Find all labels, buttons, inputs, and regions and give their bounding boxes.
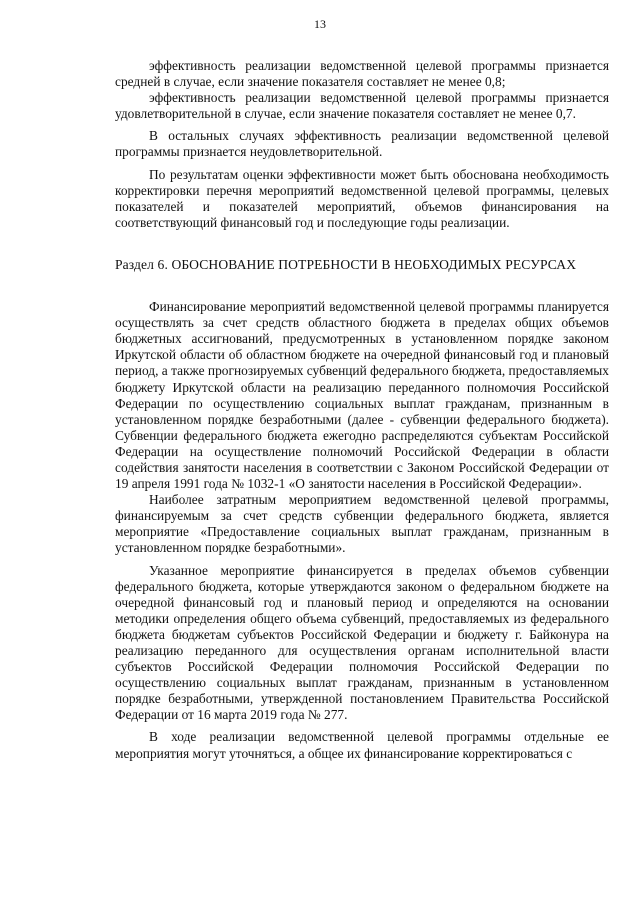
paragraph-costly-measure: Наиболее затратным мероприятием ведомственной целевой программы, финансируемым за счет средств субвенции федерального бюджета, является мероприятие «Предоставление социальных выплат гражданам, признанным в установленном порядке безработными». [115, 492, 609, 556]
paragraph-financing: Финансирование мероприятий ведомственной целевой программы планируется осуществлять за счет средств областного бюджета в пределах общих объемов бюджетных ассигнований, предусмотренных в установленном порядке законом Иркутской области об областном бюджете на очередной финансовый год и плановый период, а также прогнозируемых субвенций федерального бюджета, предоставляемых бюджету Иркутской области на реализацию переданного полномочия Российской Федерации по осуществлению социальных выплат гражданам, признанным в установленном порядке безработными (далее - субвенции федерального бюджета). Субвенции федерального бюджета ежегодно распределяются субъектам Российской Федерации на осуществление полномочий Российской Федерации в области содействия занятости населения в соответствии с Законом Российской Федерации от 19 апреля 1991 года № 1032-1 «О занятости населения в Российской Федерации». [115, 299, 609, 492]
paragraph-measure-financing: Указанное мероприятие финансируется в пределах объемов субвенции федерального бюджета, которые утверждаются законом о федеральном бюджете на очередной финансовый год и плановый период и определяются на основании методики определения общего объема субвенций, предоставляемых из федерального бюджета бюджетам субъектов Российской Федерации и бюджету г. Байконура на реализацию переданного для осуществления органам исполнительной власти субъектов Российской Федерации полномочия Российской Федерации по осуществлению социальных выплат гражданам, признанным в установленном порядке безработными, утвержденной постановлением Правительства Российской Федерации от 16 марта 2019 года № 277. [115, 562, 609, 723]
paragraph-efficiency-satisfactory: эффективность реализации ведомственной целевой программы признается удовлетворительной в случае, если значение показателя составляет не менее 0,7. [115, 90, 609, 122]
section-heading: Раздел 6. ОБОСНОВАНИЕ ПОТРЕБНОСТИ В НЕОБХОДИМЫХ РЕСУРСАХ [115, 256, 577, 272]
page-number: 13 [314, 17, 326, 31]
document-body [115, 58, 609, 762]
paragraph-efficiency-unsatisfactory: В остальных случаях эффективность реализации ведомственной целевой программы признается неудовлетворительной. [115, 128, 609, 160]
paragraph-evaluation-results: По результатам оценки эффективности может быть обоснована необходимость корректировки перечня мероприятий ведомственной целевой программы, целевых показателей и показателей мероприятий, объемов финансирования на соответствующий финансовый год и последующие годы реализации. [115, 166, 609, 230]
paragraph-efficiency-average: эффективность реализации ведомственной целевой программы признается средней в случае, если значение показателя составляет не менее 0,8; [115, 58, 609, 90]
paragraph-program-adjustment: В ходе реализации ведомственной целевой программы отдельные ее мероприятия могут уточняться, а общее их финансирование корректироваться с [115, 729, 609, 761]
